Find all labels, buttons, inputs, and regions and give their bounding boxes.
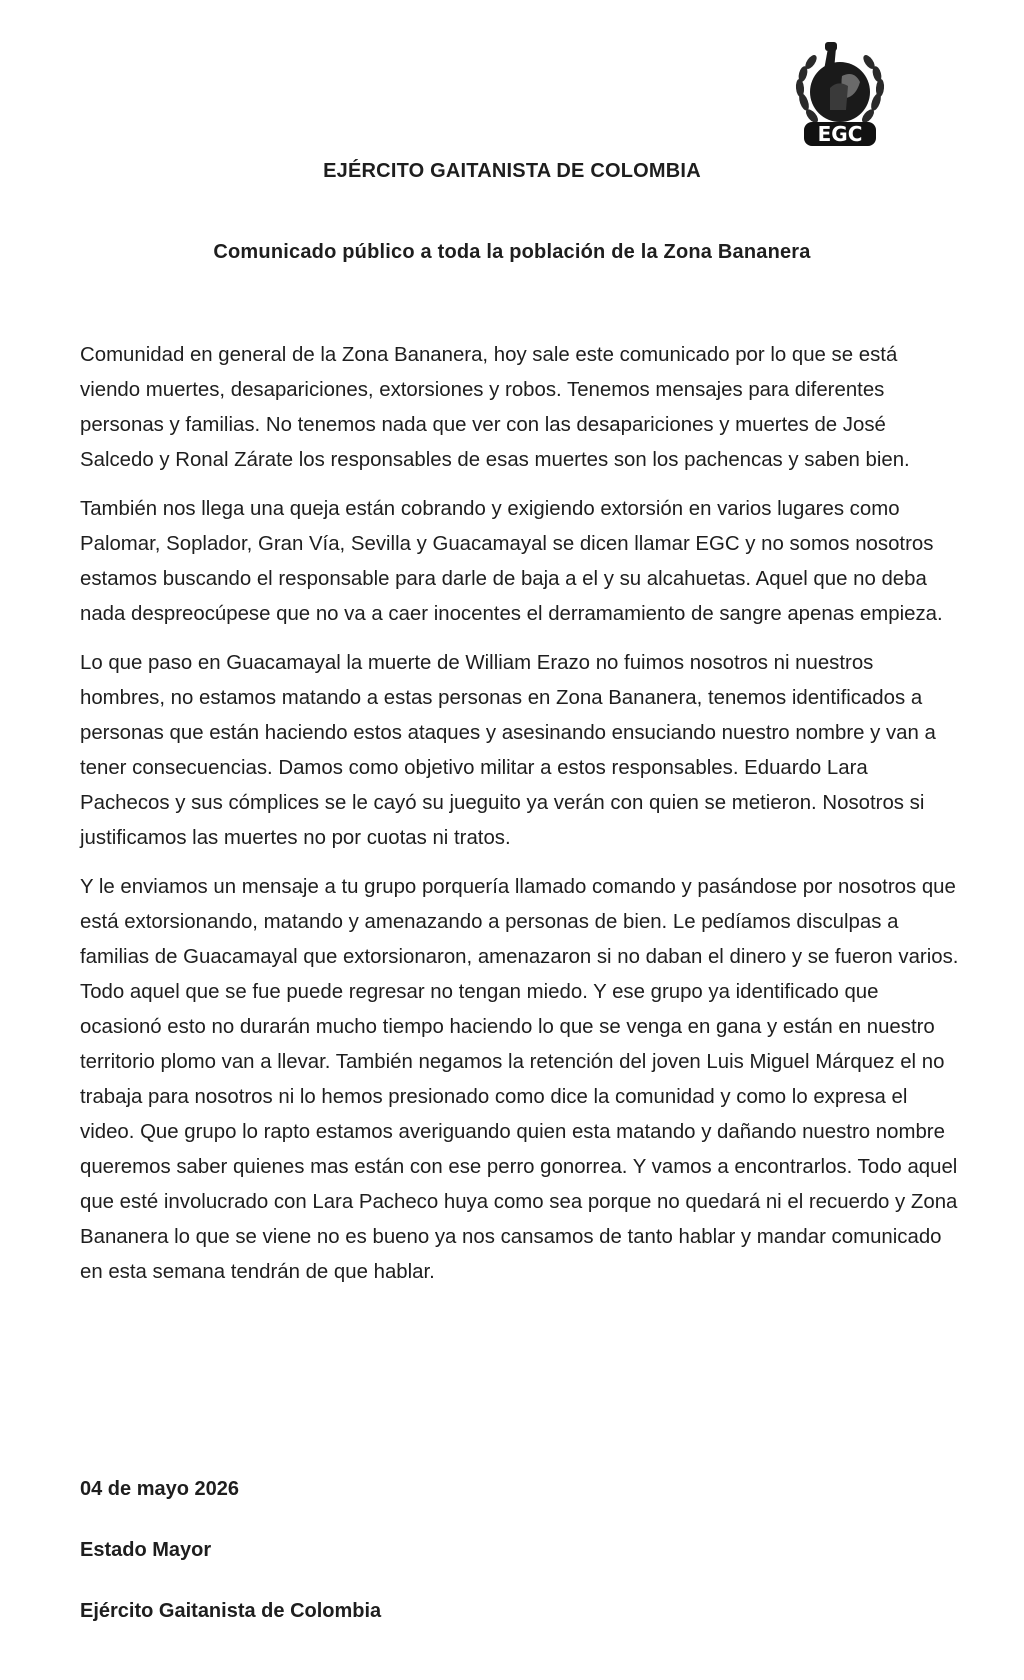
document-body bbox=[80, 338, 960, 1304]
paragraph: También nos llega una queja están cobrando y exigiendo extorsión en varios lugares como Palomar, Soplador, Gran Vía, Sevilla y Guacamayal se dicen llamar EGC y no somos nosotros estamos buscando el responsable para darle de baja a el y su alcahuetas. Aquel que no deba nada despreocúpese que no va a caer inocentes el derramamiento de sangre apenas empieza. bbox=[80, 498, 943, 625]
document-title: EJÉRCITO GAITANISTA DE COLOMBIA bbox=[323, 160, 701, 182]
signatory: Estado Mayor bbox=[80, 1539, 212, 1561]
document-subtitle: Comunicado público a toda la población de la Zona Bananera bbox=[213, 241, 811, 263]
paragraph: Comunidad en general de la Zona Bananera, hoy sale este comunicado por lo que se está viendo muertes, desapariciones, extorsiones y robos. Tenemos mensajes para diferentes personas y familias. No tenemos nada que ver con las desapariciones y muertes de José Salcedo y Ronal Zárate los responsables de esas muertes son los pachencas y saben bien. bbox=[80, 344, 910, 471]
paragraph: Y le enviamos un mensaje a tu grupo porquería llamado comando y pasándose por nosotros que está extorsionando, matando y amenazando a personas de bien. Le pedíamos disculpas a familias de Guacamayal que extorsionaron, amenazaron si no daban el dinero y se fueron varios. Todo aquel que se fue puede regresar no tengan miedo. Y ese grupo ya identificado que ocasionó esto no durarán mucho tiempo haciendo lo que se venga en gana y están en nuestro territorio plomo van a llevar. También negamos la retención del joven Luis Miguel Márquez el no trabaja para nosotros ni lo hemos presionado como dice la comunidad y como lo expresa el video. Que grupo lo rapto estamos averiguando quien esta matando y dañando nuestro nombre queremos saber quienes mas están con ese perro gonorrea. Y vamos a encontrarlos. Todo aquel que esté involucrado con Lara Pacheco huya como sea porque no quedará ni el recuerdo y Zona Bananera lo que se viene no es bueno ya nos cansamos de tanto hablar y mandar comunicado en esta semana tendrán de que hablar. bbox=[80, 876, 959, 1283]
paragraph: Lo que paso en Guacamayal la muerte de William Erazo no fuimos nosotros ni nuestros hombres, no estamos matando a estas personas en Zona Bananera, tenemos identificados a personas que están haciendo estos ataques y asesinando ensuciando nuestro nombre y van a tener consecuencias. Damos como objetivo militar a estos responsables. Eduardo Lara Pachecos y sus cómplices se le cayó su jueguito ya verán con quien se metieron. Nosotros si justificamos las muertes no por cuotas ni tratos. bbox=[80, 652, 936, 849]
egc-emblem-icon bbox=[790, 40, 890, 152]
organization-name: Ejército Gaitanista de Colombia bbox=[80, 1600, 382, 1622]
logo-lettering: EGC bbox=[817, 122, 863, 146]
document-date: 04 de mayo 2026 bbox=[80, 1478, 239, 1500]
